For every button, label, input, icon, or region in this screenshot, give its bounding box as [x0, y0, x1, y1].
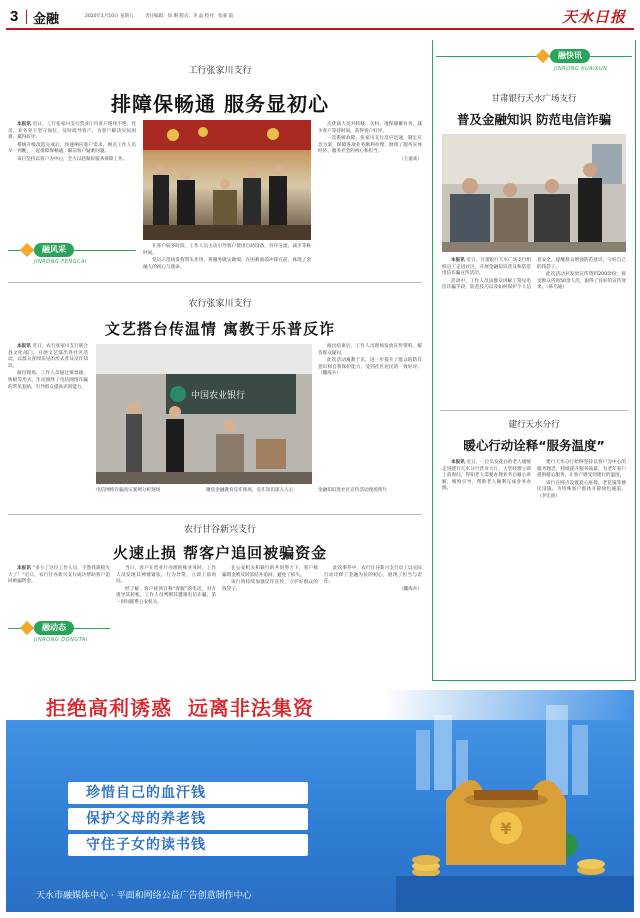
- article4-col1-p1: 近日，农行张家川支行联合县文化部门，开展文艺演出进社区活动，以群众喜闻乐见的形式普及反诈知识。: [8, 344, 88, 369]
- editor-line: 责任编辑：徐 珊 版式：李 晶 校对：张蒙 霞: [145, 14, 234, 19]
- article5-byline: 本报讯: [17, 566, 32, 571]
- article4-bank-sign: 中国农业银行: [191, 391, 246, 401]
- article2-p3: 此次活动共发放宣传资料200余份，接受群众咨询50余人次，取得了良好的宣传效果。（韩乌迪）: [537, 272, 626, 291]
- article4-headline: 文艺搭台传温情 寓教于乐普反诈: [104, 320, 336, 338]
- poster-footer: 天水市融媒体中心 · 平面和网络公益广告创意制作中心: [36, 891, 252, 901]
- article3-p1: 近日，一位头发花白的老人缓缓走进建行天水分行营业大厅，大堂经理立即上前询问，得知老人需要办理业务后耐心讲解，细致引导，帮助老人顺利完成业务办理。: [442, 460, 531, 492]
- article2-photo: [442, 134, 626, 252]
- public-service-poster: [6, 690, 634, 912]
- band-dongtai-diamond-icon: [20, 621, 34, 635]
- masthead: [0, 0, 640, 34]
- article1-headline: 排障保畅通 服务显初心: [111, 92, 329, 116]
- divider-1: [8, 282, 422, 283]
- article1-photo-figures: [143, 120, 311, 240]
- article5-col3-p2: 该行将持续加强反诈宣传，守护好群众的钱袋子。: [222, 580, 318, 592]
- article1-col1-p3: 该行坚持以客户为中心，全力以赴做好服务保障工作。: [17, 156, 128, 162]
- article3-body: [442, 460, 626, 501]
- article2-photo-scene: [442, 134, 626, 252]
- band-kuaixun-line: [436, 56, 632, 57]
- page-number: 3: [10, 8, 19, 25]
- band-dongtai: [8, 618, 110, 648]
- poster-slogan-1-text: 珍惜自己的血汗钱: [86, 785, 206, 801]
- article4-col3: [318, 344, 422, 379]
- article4-col3-p2: 此次活动寓教于乐，进一步提升了群众的防诈意识和自我保护能力，受到社区居民的一致好评。（魏海兵）: [318, 358, 422, 377]
- divider-right: [440, 410, 628, 411]
- article4-caption-right: 金融知识进社区宣传活动现场照片: [318, 488, 387, 493]
- article5-col4-credit: （魏海兵）: [399, 586, 422, 592]
- band-kuaixun-sub: JINRONG KUAIXUN: [554, 66, 608, 72]
- article4-kicker: 农行张家川支行: [188, 299, 252, 309]
- poster-slogan-3-text: 守住子女的读书钱: [86, 837, 206, 853]
- article4-caption-mid: 聚焦金融教育反诈现场，反诈知识深入人心: [206, 488, 294, 493]
- article4-photo: [96, 344, 312, 484]
- article5-col4-p1: 此次事件中，农行甘谷新兴支行员工以实际行动诠释了金融为民的初心，展现了担当与责任。: [324, 566, 422, 585]
- article2-headline: 普及金融知识 防范电信诈骗: [456, 112, 612, 127]
- article5-col2-p1: 当日，客户在营业厅办理转账业务时，工作人员发现其神情紧张、行为异常，立即上前询问。: [116, 566, 216, 585]
- poster-headline: 拒绝高利诱惑 远离非法集资: [46, 696, 314, 720]
- article2-byline: 本报讯: [451, 258, 465, 263]
- poster-slogan-2-text: 保护父母的养老钱: [86, 811, 206, 827]
- article1-byline: 本报讯: [17, 122, 32, 127]
- masthead-rule: [6, 28, 634, 30]
- article1-col3-credit: （王嘉欢）: [399, 156, 422, 162]
- article5-col2-p2: 经了解，客户接到自称“客服”的电话，对方诱导其转账。工作人员判断其遭遇电信诈骗，第一时间联系公安机关。: [116, 586, 216, 605]
- masthead-logo: 天水日报: [562, 8, 627, 26]
- article1-col3-p2: 一次系统故障，张家川支行反应迅速，制定应急方案，保障各项业务顺利办理，展现了服务实体经济、服务社会的初心和担当。: [318, 136, 422, 155]
- poster-slogan-1: [68, 782, 308, 804]
- article5-col3: [222, 566, 318, 594]
- article4-col1-p2: 演出现场，工作人员通过情景剧、快板等形式，生动演绎了电信网络诈骗的常见套路，引导群众提高识别能力。: [8, 371, 88, 390]
- article5-col1: [8, 566, 110, 587]
- article2-body: [442, 258, 626, 292]
- article1-col1: [8, 122, 136, 165]
- article4-col3-p1: 演出结束后，工作人员现场发放宣传资料，解答群众疑问。: [318, 344, 422, 356]
- article5-headline: 火速止损 帮客户追回被骗资金: [112, 544, 328, 562]
- article3-p3: 该行在网点设置爱心座椅、老花镜等便民设施，为特殊客户群体开辟绿色通道。（李宏虎）: [537, 480, 626, 499]
- poster-headline-banner: [6, 690, 634, 720]
- band-fengcai-diamond-icon: [20, 243, 34, 257]
- article5-col3-p1: 在公安机关和银行的共同努力下，客户被骗资金被及时冻结并追回，避免了损失。: [222, 566, 318, 578]
- article1-photo: [143, 120, 311, 240]
- article5-col1-p1: “多亏了这位工作人员，不然我就损失大了！”近日，农行甘谷新兴支行成功帮助客户追回被骗资金。: [8, 566, 110, 585]
- article3-headline: 暖心行动诠释“服务温度”: [463, 438, 605, 453]
- article2-p1: 近日，甘肃银行天水广场支行组织员工走进社区，开展金融知识普及和防范电信诈骗宣传活动。: [442, 258, 531, 277]
- article3-kicker: 建行天水分行: [508, 420, 560, 430]
- article2-p2: 活动中，工作人员向群众讲解了常见电信诈骗手段、防范技巧以及如何保护个人信息安全，提醒群众增强防范意识，守好自己的钱袋子。: [442, 258, 626, 291]
- article5-col4: [324, 566, 422, 594]
- band-dongtai-sub: JINRONG DONGTAI: [34, 637, 88, 643]
- yuan-symbol: ¥: [500, 819, 512, 838]
- article5-col2: [116, 566, 216, 608]
- masthead-divider: [26, 10, 27, 24]
- article3-byline: 本报讯: [451, 460, 465, 465]
- band-kuaixun-tag: 融快讯: [550, 49, 590, 63]
- divider-2: [8, 514, 422, 515]
- band-kuaixun-diamond-icon: [536, 49, 550, 63]
- article1-col2-p2: 党员示范岗发挥带头作用，将服务做实做细，在困难面前冲锋在前，体现了金融人的初心与使命。: [143, 258, 311, 270]
- section-name: 金融: [33, 12, 60, 27]
- band-fengcai: [8, 240, 136, 270]
- article3-p2: 建行天水分行始终坚持以客户为中心的服务理念，持续提升服务质量，为老年客户提供暖心服务，让客户感受到建行的温度。: [537, 460, 626, 479]
- article5-kicker: 农行甘谷新兴支行: [183, 525, 256, 535]
- article1-col2-p1: 在客户较多时段，工作人员主动引导客户使用自助设备，有序分流，减少等候时间。: [143, 244, 311, 256]
- band-fengcai-tag: 融风采: [34, 243, 74, 257]
- article1-kicker: 工行张家川支行: [188, 66, 252, 76]
- date-line: 2020年1月10日 星期五: [85, 14, 134, 19]
- band-fengcai-sub: JINRONG FENGCAI: [34, 259, 87, 265]
- article4-byline: 本报讯: [17, 344, 31, 349]
- article1-col1-p1: 近日，工行张家川支行营业厅内客户络绎不绝。党员、业务骨干坚守岗位，及时疏导客户，为客户解决实际困难，赢得好评。: [8, 122, 136, 141]
- article2-kicker: 甘肃银行天水广场支行: [491, 94, 577, 104]
- article1-col1-p2: 系统升级改造完成后，快速响应客户需求，网点工作人员早一到晚，一起排障保畅通，解决客户疑难问题。: [8, 142, 136, 155]
- poster-slogan-3: [68, 834, 308, 856]
- band-kuaixun: [436, 44, 632, 80]
- article4-photo-scene: [96, 344, 312, 484]
- poster-slogan-2: [68, 808, 308, 830]
- article4-col1: [8, 344, 88, 392]
- article1-col3: [318, 122, 422, 165]
- band-dongtai-tag: 融动态: [34, 621, 74, 635]
- article4-caption-left: 电信网络诈骗真实案例分析现场: [96, 488, 161, 493]
- article1-col3-p1: 点优质人员对转移、关村、地保储蓄业务，减少客户等待时间，获得客户好评。: [318, 122, 422, 134]
- article1-col2: [143, 244, 311, 272]
